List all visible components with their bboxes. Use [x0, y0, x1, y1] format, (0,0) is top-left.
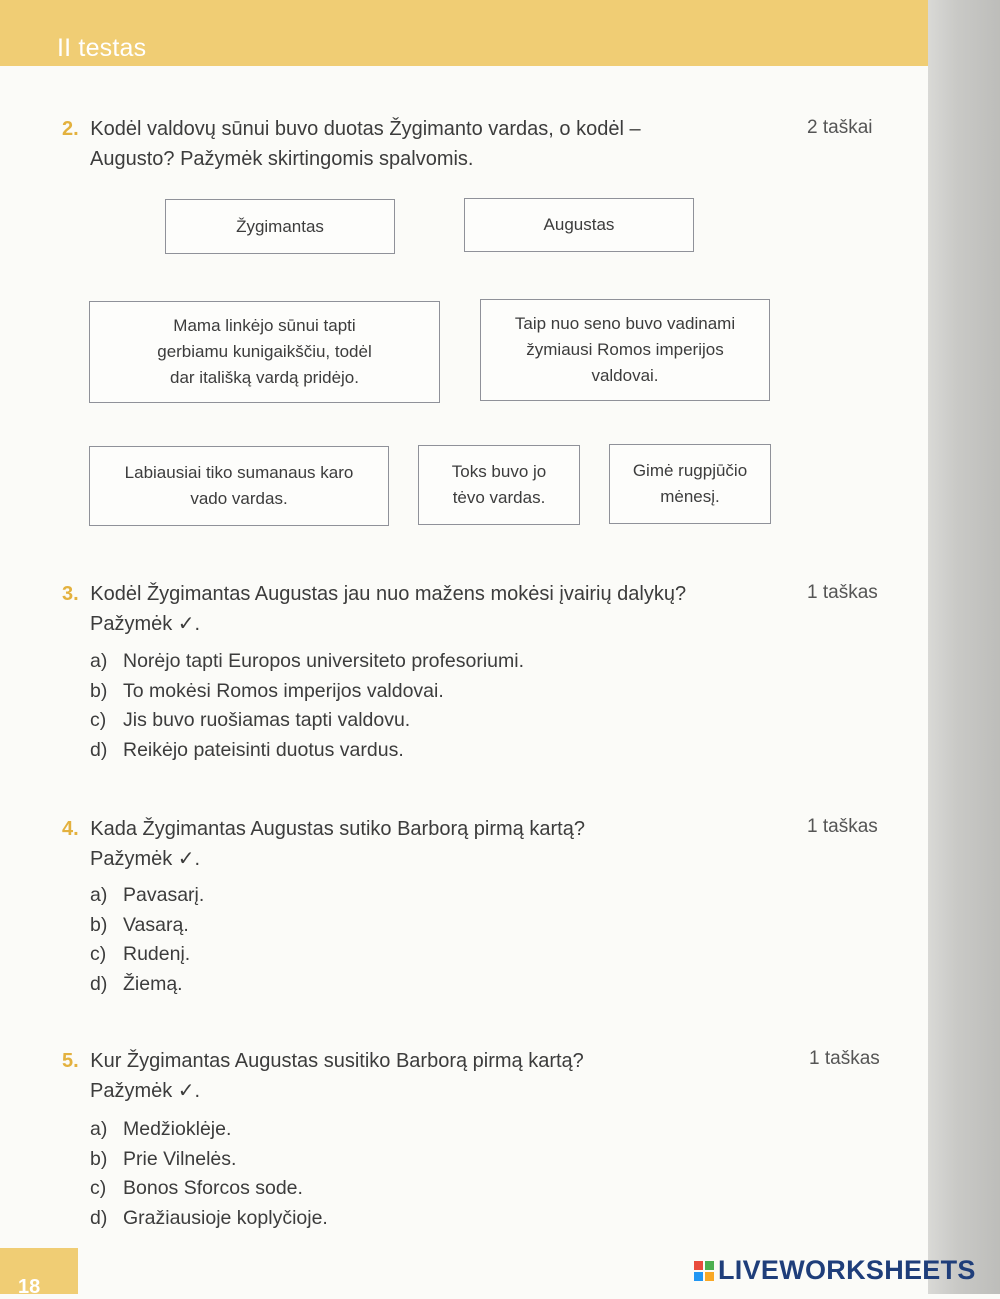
- reason-line: mėnesį.: [660, 487, 720, 506]
- option-text: Bonos Sforcos sode.: [123, 1177, 303, 1199]
- option-text: Prie Vilnelės.: [123, 1147, 237, 1170]
- reason-box-1[interactable]: [89, 301, 440, 403]
- options-list: [90, 1115, 328, 1233]
- option-letter: d): [90, 738, 108, 761]
- question-number: 4.: [62, 818, 79, 840]
- logo-square-yellow: [705, 1272, 714, 1281]
- question-text-line1: Kur Žygimantas Augustas susitiko Barborą pirmą kartą?: [90, 1050, 584, 1072]
- reason-line: Gimė rugpjūčio: [632, 461, 748, 480]
- points-label: 2 taškai: [807, 117, 873, 138]
- category-box-augustas[interactable]: [464, 198, 694, 252]
- option-letter: c): [90, 943, 107, 965]
- reason-box-4[interactable]: [418, 445, 580, 525]
- reason-line: valdovai.: [591, 366, 659, 385]
- option-letter: a): [90, 1118, 108, 1140]
- option-c[interactable]: [90, 706, 524, 736]
- reason-box-2[interactable]: [480, 299, 770, 401]
- page-edge-shadow: [928, 0, 1000, 1294]
- option-text: Pavasarį.: [123, 884, 205, 906]
- logo-square-green: [705, 1261, 714, 1270]
- option-b[interactable]: [90, 911, 204, 941]
- option-text: Medžioklėje.: [123, 1118, 232, 1140]
- points-label: 1 taškas: [807, 816, 878, 837]
- question-text-line2: Pažymėk ✓.: [90, 1080, 201, 1102]
- question-3: [62, 579, 686, 639]
- option-c[interactable]: [90, 940, 204, 970]
- option-b[interactable]: [90, 1145, 328, 1175]
- reason-line: vado vardas.: [190, 489, 288, 508]
- option-letter: a): [90, 650, 108, 672]
- reason-box-5[interactable]: [609, 444, 771, 524]
- option-b[interactable]: [90, 677, 524, 707]
- option-a[interactable]: [90, 881, 204, 911]
- header-band: [0, 0, 928, 66]
- option-a[interactable]: [90, 1115, 328, 1145]
- logo-text: LIVEWORKSHEETS: [718, 1255, 976, 1285]
- option-letter: b): [90, 1147, 108, 1170]
- option-text: Rudenį.: [123, 943, 191, 965]
- question-text-line1: Kodėl valdovų sūnui buvo duotas Žygimanto vardas, o kodėl –: [90, 118, 641, 140]
- option-a[interactable]: [90, 647, 524, 677]
- question-4: [62, 814, 585, 874]
- reason-line: dar itališką vardą pridėjo.: [170, 368, 359, 387]
- option-text: Norėjo tapti Europos universiteto profesoriumi.: [123, 650, 525, 672]
- question-number: 2.: [62, 118, 79, 140]
- reason-line: gerbiamu kunigaikščiu, todėl: [157, 342, 372, 361]
- option-letter: d): [90, 972, 108, 995]
- page-number: 18: [18, 1276, 41, 1298]
- option-text: Gražiausioje koplyčioje.: [123, 1206, 328, 1229]
- option-text: To mokėsi Romos imperijos valdovai.: [123, 679, 444, 702]
- category-label: Augustas: [543, 215, 615, 234]
- question-text-line1: Kada Žygimantas Augustas sutiko Barborą pirmą kartą?: [90, 818, 585, 840]
- question-text-line2: Pažymėk ✓.: [90, 848, 201, 870]
- logo-square-red: [694, 1261, 703, 1270]
- option-d[interactable]: [90, 736, 524, 766]
- reason-line: Toks buvo jo: [451, 462, 547, 481]
- category-box-zygimantas[interactable]: [165, 199, 395, 254]
- question-text-line2: Pažymėk ✓.: [90, 613, 201, 635]
- option-letter: d): [90, 1206, 108, 1229]
- reason-line: Mama linkėjo sūnui tapti: [173, 316, 356, 335]
- points-label: 1 taškas: [809, 1048, 880, 1069]
- category-label: Žygimantas: [236, 216, 324, 236]
- question-number: 3.: [62, 583, 79, 605]
- option-d[interactable]: [90, 970, 204, 1000]
- option-c[interactable]: [90, 1174, 328, 1204]
- option-text: Vasarą.: [123, 913, 189, 936]
- liveworksheets-logo: [694, 1255, 976, 1286]
- reason-box-3[interactable]: [89, 446, 389, 526]
- options-list: [90, 647, 524, 765]
- option-letter: c): [90, 1177, 107, 1199]
- reason-line: žymiausi Romos imperijos: [526, 340, 724, 359]
- reason-line: Taip nuo seno buvo vadinami: [514, 314, 736, 333]
- question-number: 5.: [62, 1050, 79, 1072]
- option-letter: c): [90, 709, 107, 731]
- question-2: [62, 114, 641, 174]
- option-letter: b): [90, 679, 108, 702]
- option-d[interactable]: [90, 1204, 328, 1234]
- option-text: Reikėjo pateisinti duotus vardus.: [123, 738, 404, 761]
- option-text: Žiemą.: [123, 972, 183, 995]
- question-text-line2: Augusto? Pažymėk skirtingomis spalvomis.: [90, 148, 474, 170]
- option-letter: b): [90, 913, 108, 936]
- page-title: II testas: [57, 34, 147, 62]
- points-label: 1 taškas: [807, 582, 878, 603]
- reason-line: tėvo vardas.: [452, 488, 546, 507]
- logo-grid-icon: [694, 1261, 714, 1281]
- option-letter: a): [90, 884, 108, 906]
- question-5: [62, 1046, 584, 1106]
- reason-line: Labiausiai tiko sumanaus karo: [124, 463, 354, 482]
- options-list: [90, 881, 204, 999]
- logo-square-blue: [694, 1272, 703, 1281]
- question-text-line1: Kodėl Žygimantas Augustas jau nuo mažens mokėsi įvairių dalykų?: [90, 583, 687, 605]
- option-text: Jis buvo ruošiamas tapti valdovu.: [123, 709, 411, 731]
